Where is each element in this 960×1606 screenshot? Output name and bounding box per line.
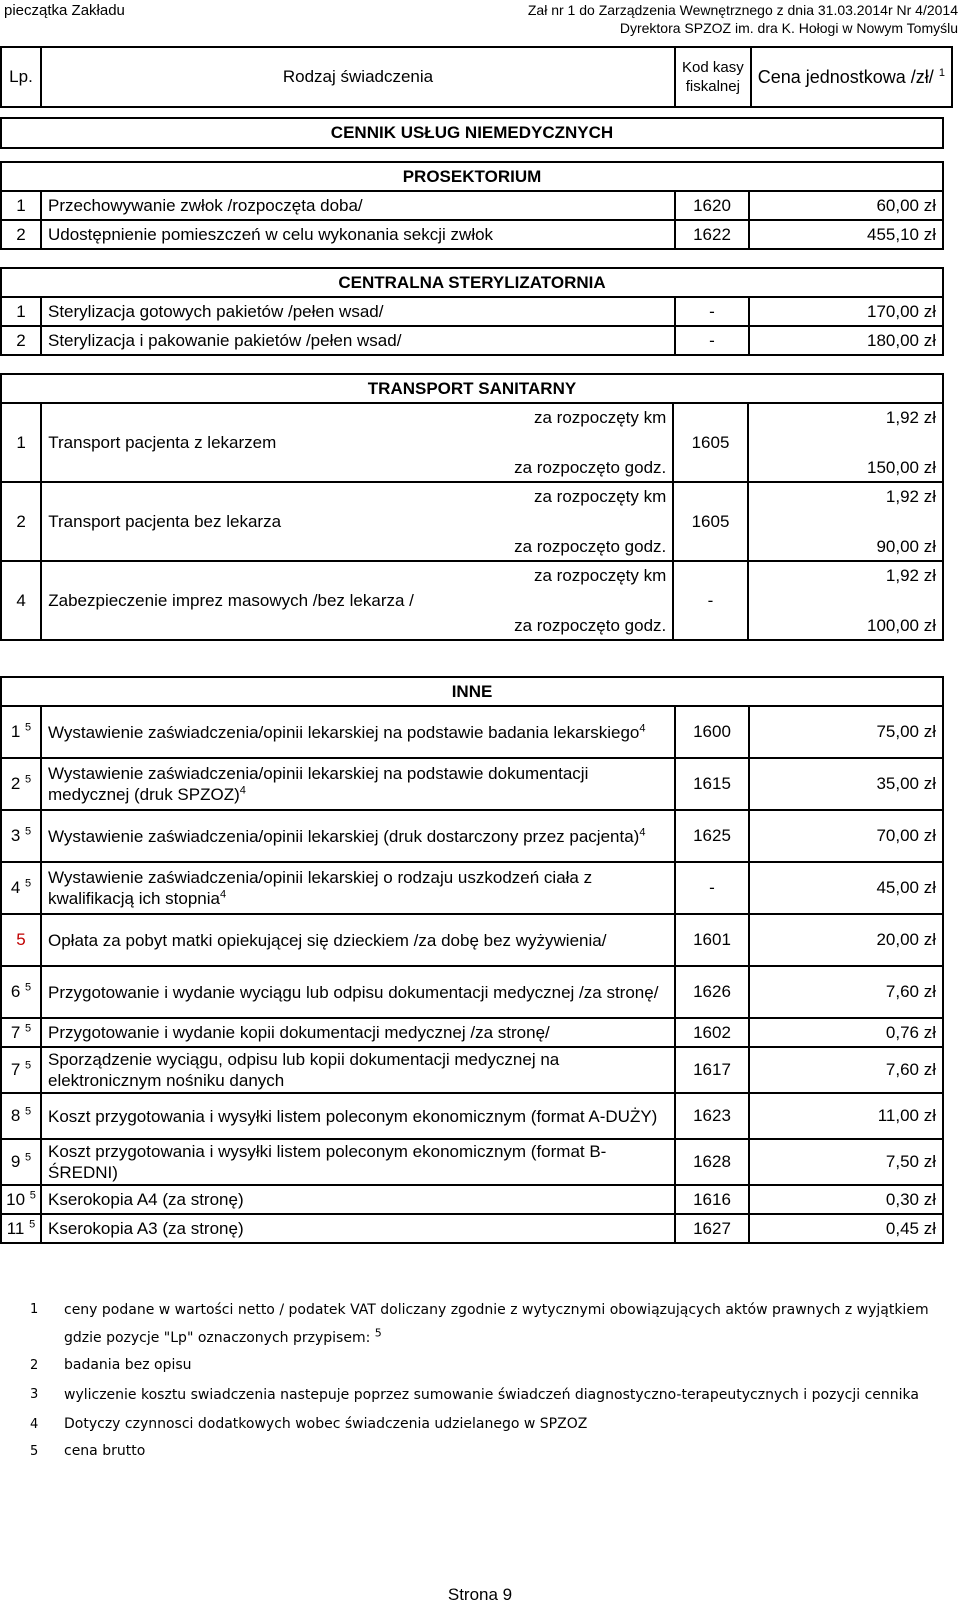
transport-table (0, 373, 944, 641)
row-name: Koszt przygotowania i wysyłki listem poleconym ekonomicznym (format A-DUŻY) (41, 1093, 675, 1139)
row-unit-h: za rozpoczęto godz. (467, 454, 673, 482)
row-code: 1620 (675, 191, 749, 220)
row-lp-number: 1 (10, 722, 21, 741)
row-price: 180,00 zł (749, 326, 943, 355)
table-row (1, 810, 943, 862)
row-price: 7,60 zł (749, 966, 943, 1018)
footnote-text: ceny podane w wartości netto / podatek VAT doliczany zgodnie z wytycznymi obowiązujących aktów prawnych z wyjątkiem gdzie pozycje "Lp" oznaczonych przypisem: (64, 1302, 929, 1346)
footnote-number: 5 (30, 1444, 39, 1459)
title-table (0, 117, 944, 149)
row-lp: 4 (1, 561, 41, 640)
sterylizatornia-table (0, 267, 944, 356)
footnote-text: badania bez opisu (64, 1357, 192, 1373)
row-code: 1623 (675, 1093, 749, 1139)
row-name: Kserokopia A4 (za stronę) (41, 1185, 675, 1214)
section-title-prosektorium: PROSEKTORIUM (1, 162, 943, 191)
row-lp (1, 966, 41, 1018)
table-row (1, 1047, 943, 1093)
row-lp: 1 (1, 403, 41, 482)
footnote-text: wyliczenie kosztu swiadczenia nastepuje poprzez sumowanie świadczeń diagnostyczno-terapeutycznych i pozycji cennika (64, 1387, 919, 1403)
row-code: 1605 (673, 482, 747, 561)
row-code: 1628 (675, 1139, 749, 1185)
col-price (751, 47, 952, 107)
row-price: 20,00 zł (749, 914, 943, 966)
inne-table (0, 676, 944, 1244)
footnote-number: 2 (30, 1358, 39, 1373)
row-lp (1, 810, 41, 862)
row-price: 455,10 zł (749, 220, 943, 249)
row-code: 1617 (675, 1047, 749, 1093)
row-code: - (675, 862, 749, 914)
row-lp (1, 1047, 41, 1093)
row-name: Przygotowanie i wydanie wyciągu lub odpisu dokumentacji medycznej /za stronę/ (41, 966, 675, 1018)
section-title-sterylizatornia: CENTRALNA STERYLIZATORNIA (1, 268, 943, 297)
footnote-sup: 5 (374, 1326, 382, 1340)
row-price-km: 1,92 zł (748, 403, 943, 431)
row-code: 1600 (675, 706, 749, 758)
row-price: 0,45 zł (749, 1214, 943, 1243)
table-row (1, 706, 943, 758)
row-unit-h: za rozpoczęto godz. (467, 612, 673, 640)
row-lp-number: 8 (10, 1106, 21, 1125)
row-code: 1622 (675, 220, 749, 249)
row-lp-sup: 5 (25, 1105, 32, 1118)
footnotes (30, 1296, 930, 1465)
row-code: 1626 (675, 966, 749, 1018)
row-name: Sporządzenie wyciągu, odpisu lub kopii dokumentacji medycznej na elektronicznym nośniku danych (41, 1047, 675, 1093)
row-lp-number: 10 (6, 1189, 26, 1209)
table-row (1, 1214, 943, 1243)
row-lp-sup: 5 (25, 721, 32, 734)
row-lp-number: 3 (10, 826, 21, 845)
row-price-h: 90,00 zł (748, 533, 943, 561)
row-lp (1, 706, 41, 758)
footnote-number: 4 (30, 1417, 39, 1432)
row-name: Udostępnienie pomieszczeń w celu wykonania sekcji zwłok (41, 220, 675, 249)
footnote-number: 3 (30, 1387, 39, 1402)
row-price-km: 1,92 zł (748, 561, 943, 589)
row-code: 1615 (675, 758, 749, 810)
attachment-line-2: Dyrektora SPZOZ im. dra K. Hołogi w Nowym Tomyślu (619, 20, 958, 36)
col-code (675, 47, 751, 107)
row-code: 1616 (675, 1185, 749, 1214)
row-name: Sterylizacja gotowych pakietów /pełen wsad/ (41, 297, 675, 326)
row-name-sup: 4 (639, 721, 646, 734)
row-lp-number: 9 (10, 1152, 21, 1171)
row-code: 1601 (675, 914, 749, 966)
row-lp (1, 1093, 41, 1139)
row-lp-number: 2 (10, 774, 21, 793)
row-lp-sup: 5 (25, 1021, 32, 1034)
row-lp (1, 1214, 41, 1243)
col-lp: Lp. (1, 47, 41, 107)
col-price-sup: 1 (938, 66, 945, 79)
row-lp-sup: 5 (25, 1059, 32, 1072)
row-lp: 2 (1, 482, 41, 561)
row-price: 11,00 zł (749, 1093, 943, 1139)
row-name: Kserokopia A3 (za stronę) (41, 1214, 675, 1243)
row-lp-sup: 5 (29, 1217, 36, 1230)
table-row (1, 297, 943, 326)
row-price: 35,00 zł (749, 758, 943, 810)
row-name-text: Wystawienie zaświadczenia/opinii lekarskiej (druk dostarczony przez pacjenta) (48, 826, 640, 846)
row-code: - (673, 561, 747, 640)
row-price-h: 150,00 zł (748, 454, 943, 482)
row-name (41, 706, 675, 758)
footnote (30, 1296, 930, 1352)
row-price: 0,30 zł (749, 1185, 943, 1214)
row-name: Przechowywanie zwłok /rozpoczęta doba/ (41, 191, 675, 220)
row-lp-number: 7 (10, 1022, 21, 1042)
row-code: - (675, 326, 749, 355)
row-lp-sup: 5 (25, 877, 32, 890)
row-price: 0,76 zł (749, 1018, 943, 1047)
attachment-line-1: Zał nr 1 do Zarządzenia Wewnętrznego z dnia 31.03.2014r Nr 4/2014 (527, 2, 958, 18)
table-row (1, 862, 943, 914)
table-row (1, 1018, 943, 1047)
prosektorium-table (0, 161, 944, 250)
row-name: Transport pacjenta z lekarzem (41, 403, 467, 482)
row-lp-number: 11 (6, 1218, 25, 1238)
table-row (1, 220, 943, 249)
footnote (30, 1352, 930, 1379)
table-row (1, 1093, 943, 1139)
row-price: 60,00 zł (749, 191, 943, 220)
col-code-line1: Kod kasy (682, 59, 744, 76)
row-lp: 2 (1, 220, 41, 249)
row-lp-number: 7 (10, 1060, 21, 1079)
row-price: 70,00 zł (749, 810, 943, 862)
row-name: Transport pacjenta bez lekarza (41, 482, 467, 561)
row-lp (1, 1139, 41, 1185)
column-header-table (0, 46, 953, 108)
footnote-text: cena brutto (64, 1443, 146, 1459)
footnote-text: Dotyczy czynnosci dodatkowych wobec świadczenia udzielanego w SPZOZ (64, 1416, 588, 1432)
row-code: 1627 (675, 1214, 749, 1243)
table-row (1, 561, 943, 589)
table-row (1, 403, 943, 431)
row-name-sup: 4 (639, 825, 646, 838)
row-name: Koszt przygotowania i wysyłki listem poleconym ekonomicznym (format B-ŚREDNI) (41, 1139, 675, 1185)
page-title: CENNIK USŁUG NIEMEDYCZNYCH (1, 118, 943, 148)
row-lp (1, 1185, 41, 1214)
row-code: 1602 (675, 1018, 749, 1047)
row-lp-sup: 5 (25, 981, 32, 994)
row-lp-sup: 5 (25, 825, 32, 838)
stamp-label: pieczątka Zakładu (4, 2, 125, 19)
row-code: 1605 (673, 403, 747, 482)
row-name-text: Wystawienie zaświadczenia/opinii lekarskiej na podstawie dokumentacji medycznej (druk SPZOZ) (48, 764, 589, 804)
row-name (41, 862, 675, 914)
row-unit-km: za rozpoczęty km (467, 561, 673, 589)
row-lp-number: 6 (10, 982, 21, 1001)
row-lp-sup: 5 (25, 773, 32, 786)
table-row (1, 191, 943, 220)
row-lp: 5 (1, 914, 41, 966)
row-lp: 1 (1, 297, 41, 326)
row-name-sup: 4 (239, 784, 246, 797)
col-service: Rodzaj świadczenia (41, 47, 675, 107)
table-row (1, 1139, 943, 1185)
row-lp (1, 758, 41, 810)
row-lp: 1 (1, 191, 41, 220)
col-code-line2: fiskalnej (685, 78, 740, 95)
row-name-text: Wystawienie zaświadczenia/opinii lekarskiej na podstawie badania lekarskiego (48, 722, 640, 742)
row-price: 170,00 zł (749, 297, 943, 326)
footnote-number: 1 (30, 1302, 39, 1317)
table-row (1, 326, 943, 355)
row-price-h: 100,00 zł (748, 612, 943, 640)
table-row (1, 1185, 943, 1214)
attachment-note (528, 1, 958, 37)
row-lp-sup: 5 (25, 1151, 32, 1164)
row-name: Przygotowanie i wydanie kopii dokumentacji medycznej /za stronę/ (41, 1018, 675, 1047)
row-name-sup: 4 (219, 888, 227, 901)
row-lp: 2 (1, 326, 41, 355)
page-number: Strona 9 (447, 1585, 513, 1604)
section-title-inne: INNE (1, 677, 943, 706)
row-name (41, 810, 675, 862)
row-price: 7,50 zł (749, 1139, 943, 1185)
row-unit-km: za rozpoczęty km (467, 403, 673, 431)
row-unit-km: za rozpoczęty km (467, 482, 673, 510)
row-lp (1, 862, 41, 914)
row-name: Sterylizacja i pakowanie pakietów /pełen wsad/ (41, 326, 675, 355)
footnote (30, 1411, 930, 1438)
footnote (30, 1383, 930, 1407)
row-name: Zabezpieczenie imprez masowych /bez lekarza / (41, 561, 467, 640)
row-price-km: 1,92 zł (748, 482, 943, 510)
section-title-transport: TRANSPORT SANITARNY (1, 374, 943, 403)
row-name (41, 758, 675, 810)
row-lp-sup: 5 (29, 1188, 36, 1201)
col-price-label: Cena jednostkowa /zł/ (757, 66, 934, 87)
row-price: 7,60 zł (749, 1047, 943, 1093)
row-code: - (675, 297, 749, 326)
footnote (30, 1438, 930, 1465)
row-name: Opłata za pobyt matki opiekującej się dzieckiem /za dobę bez wyżywienia/ (41, 914, 675, 966)
table-row (1, 482, 943, 510)
table-row (1, 758, 943, 810)
row-name-text: Wystawienie zaświadczenia/opinii lekarskiej o rodzaju uszkodzeń ciała z kwalifikacją ich stopnia (48, 868, 593, 908)
row-price: 45,00 zł (749, 862, 943, 914)
row-code: 1625 (675, 810, 749, 862)
table-row (1, 966, 943, 1018)
table-row (1, 914, 943, 966)
row-lp (1, 1018, 41, 1047)
row-price: 75,00 zł (749, 706, 943, 758)
row-unit-h: za rozpoczęto godz. (467, 533, 673, 561)
row-lp-number: 4 (10, 878, 21, 897)
